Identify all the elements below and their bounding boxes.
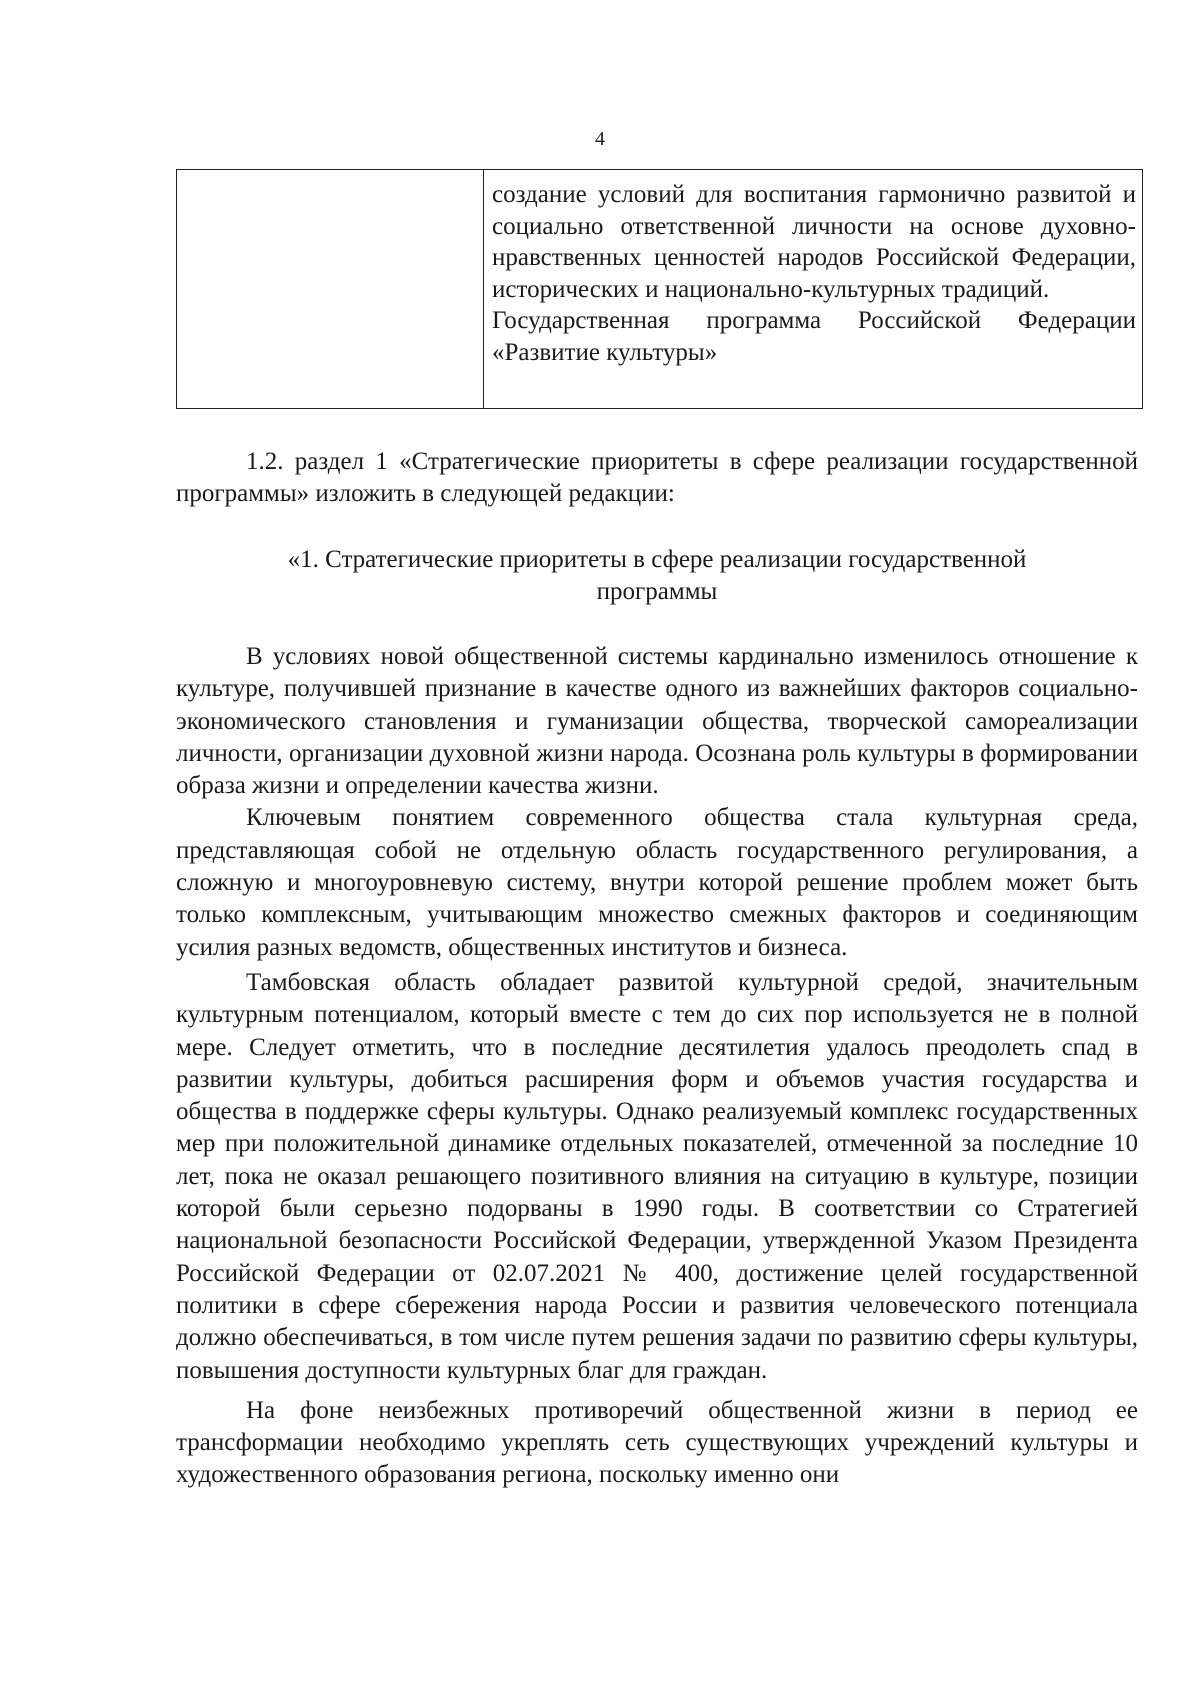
page-number: 4 [595,128,605,150]
table-cell-goals [484,170,1142,408]
body-paragraph: На фоне неизбежных противоречий общественной жизни в период ее трансформации необходимо укреплять сеть существующих учреждений культуры и художественного образования региона, поскольку именно они [176,1396,1138,1489]
section-heading-line-2: программы [596,578,718,605]
program-text: Государственная программа Российской Федерации «Развитие культуры» [492,307,1136,366]
continuation-table [176,169,1143,409]
section-heading [176,544,1138,608]
body-paragraph: В условиях новой общественной системы кардинально изменилось отношение к культуре, получившей признание в качестве одного из важнейших факторов социально-экономического становления и гуманизации общества, творческой самореализации личности, организации духовной жизни народа. Осознана роль культуры в формировании образа жизни и определении качества жизни. [176,643,1138,800]
table-cell-empty [177,170,484,408]
body-paragraph: Ключевым понятием современного общества стала культурная среда, представляющая собой не отдельную область государственного регулирования, а сложную и многоуровневую систему, внутри которой решение проблем может быть только комплексным, учитывающим множество смежных факторов и соединяющим усилия разных ведомств, общественных институтов и бизнеса. [176,804,1138,961]
section-body [176,641,1138,1492]
amendment-text: 1.2. раздел 1 «Стратегические приоритеты в сфере реализации государственной программы» изложить в следующей редакции: [176,448,1138,508]
amendment-clause [176,446,1138,511]
section-heading-line-1: «1. Стратегические приоритеты в сфере реализации государственной [287,546,1027,573]
goal-text: создание условий для воспитания гармонично развитой и социально ответственной личности на основе духовно-нравственных ценностей народов Российской Федерации, исторических и национально-культурных традиций. [492,181,1136,303]
body-paragraph: Тамбовская область обладает развитой культурной средой, значительным культурным потенциалом, который вместе с тем до сих пор используется не в полной мере. Следует отметить, что в последние десятилетия удалось преодолеть спад в развитии культуры, добиться расширения форм и объемов участия государства и общества в поддержке сферы культуры. Однако реализуемый комплекс государственных мер при положительной динамике отдельных показателей, отмеченной за последние 10 лет, пока не оказал решающего позитивного влияния на ситуацию в культуре, позиции которой были серьезно подорваны в 1990 годы. В соответствии со Стратегией национальной безопасности Российской Федерации, утвержденной Указом Президента Российской Федерации от 02.07.2021 № 400, достижение целей государственной политики в сфере сбережения народа России и развития человеческого потенциала должно обеспечиваться, в том числе путем решения задачи по развитию сферы культуры, повышения доступности культурных благ для граждан. [176,968,1138,1384]
